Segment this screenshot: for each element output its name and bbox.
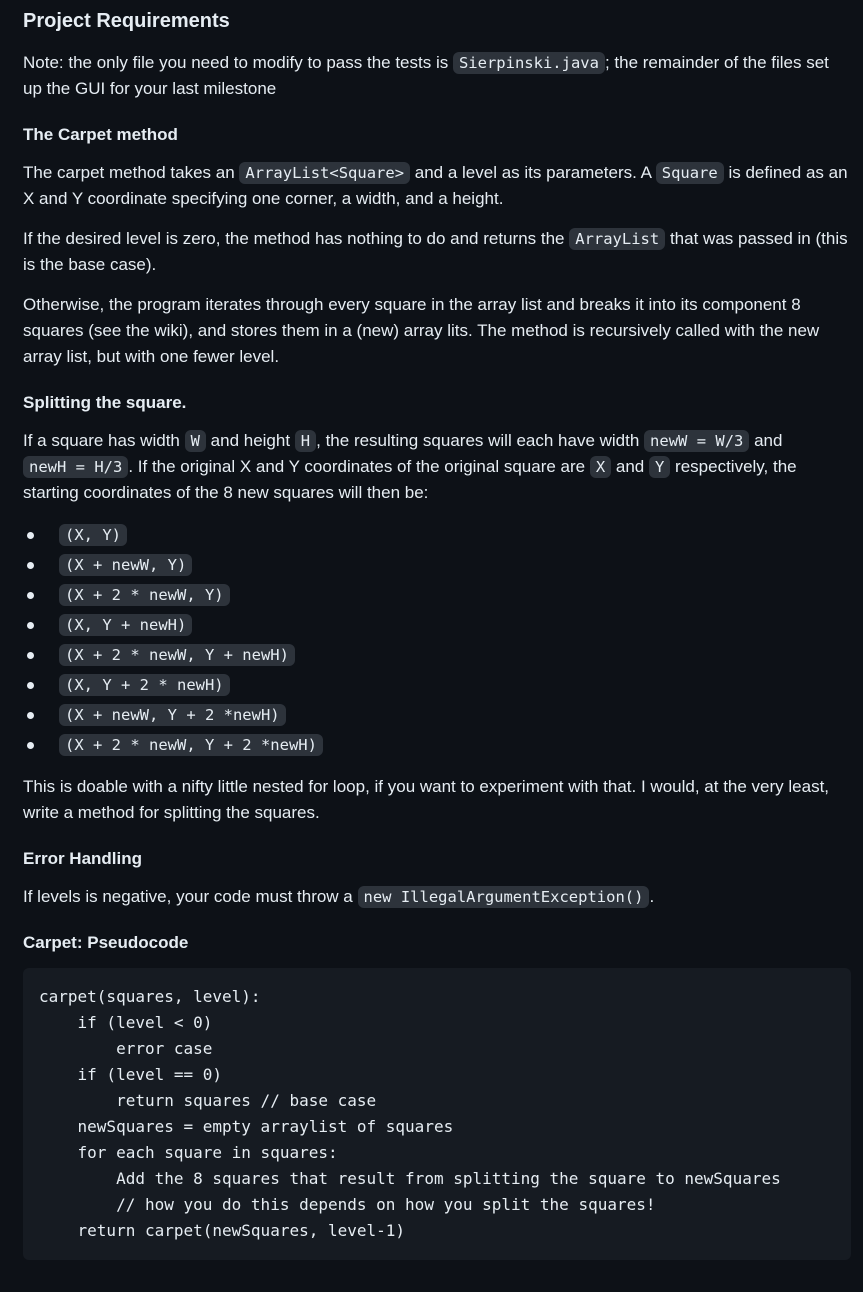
inline-code-neww: newW = W/3 [644, 430, 749, 452]
note-text-after: ; the remainder of the files set up the GUI for your last milestone [23, 53, 829, 98]
inline-code-x: X [590, 456, 611, 478]
list-item [59, 610, 851, 640]
inline-code-arraylist: ArrayList [569, 228, 665, 250]
list-item [59, 730, 851, 760]
inline-code-square: Square [656, 162, 724, 184]
inline-code-exception: new IllegalArgumentException() [358, 886, 650, 908]
section-heading-error-handling: Error Handling [23, 849, 143, 868]
list-item [59, 640, 851, 670]
inline-code-w: W [185, 430, 206, 452]
section-heading-splitting: Splitting the square. [23, 393, 187, 412]
carpet-paragraph-3: Otherwise, the program iterates through every square in the array list and breaks it into its component 8 squares (see the wiki), and stores them in a (new) array lits. The method is recursively called with the new array list, but with one fewer level. [23, 295, 820, 366]
list-item [59, 580, 851, 610]
coordinate-list [23, 520, 851, 760]
coordinate-code: (X, Y + 2 * newH) [59, 674, 230, 696]
coordinate-code: (X + 2 * newW, Y) [59, 584, 230, 606]
coordinate-code: (X, Y) [59, 524, 127, 546]
page-title: Project Requirements [23, 10, 230, 32]
list-item [59, 700, 851, 730]
inline-code-arraylist-square: ArrayList<Square> [239, 162, 410, 184]
inline-code-filename: Sierpinski.java [453, 52, 605, 74]
coordinate-code: (X + newW, Y) [59, 554, 192, 576]
note-text: Note: the only file you need to modify to pass the tests is [23, 53, 453, 72]
pseudocode-block[interactable]: carpet(squares, level): if (level < 0) error case if (level == 0) return squares // base case newSquares = empty arraylist of squares for each square in squares: Add the 8 squares that result from splitting the square to newSquares // how you do this depends on how you split the squares! return carpet(newSquares, level-1) [23, 968, 851, 1260]
inline-code-h: H [295, 430, 316, 452]
inline-code-y: Y [649, 456, 670, 478]
list-item [59, 550, 851, 580]
section-heading-carpet-method: The Carpet method [23, 125, 178, 144]
list-item [59, 670, 851, 700]
coordinate-code: (X + 2 * newW, Y + newH) [59, 644, 295, 666]
carpet-paragraph-1: The carpet method takes an ArrayList<Square> and a level as its parameters. A Square is defined as an X and Y coordinate specifying one corner, a width, and a height. [23, 163, 848, 208]
coordinate-code: (X + newW, Y + 2 *newH) [59, 704, 286, 726]
splitting-paragraph-2: This is doable with a nifty little nested for loop, if you want to experiment with that. I would, at the very least, write a method for splitting the squares. [23, 777, 830, 822]
splitting-paragraph-1: If a square has width W and height H , the resulting squares will each have width newW = W/3 and newH = H/3 . If the original X and Y coordinates of the original square are X and Y respectively, the starting coordinates of the 8 new squares will then be: [23, 431, 797, 502]
coordinate-code: (X + 2 * newW, Y + 2 *newH) [59, 734, 323, 756]
section-heading-pseudocode: Carpet: Pseudocode [23, 933, 189, 952]
coordinate-code: (X, Y + newH) [59, 614, 192, 636]
note-paragraph [23, 50, 851, 102]
list-item [59, 520, 851, 550]
inline-code-newh: newH = H/3 [23, 456, 128, 478]
carpet-paragraph-2: If the desired level is zero, the method has nothing to do and returns the ArrayList that was passed in (this is the base case). [23, 229, 848, 274]
error-handling-paragraph: If levels is negative, your code must throw a new IllegalArgumentException() . [23, 887, 655, 906]
